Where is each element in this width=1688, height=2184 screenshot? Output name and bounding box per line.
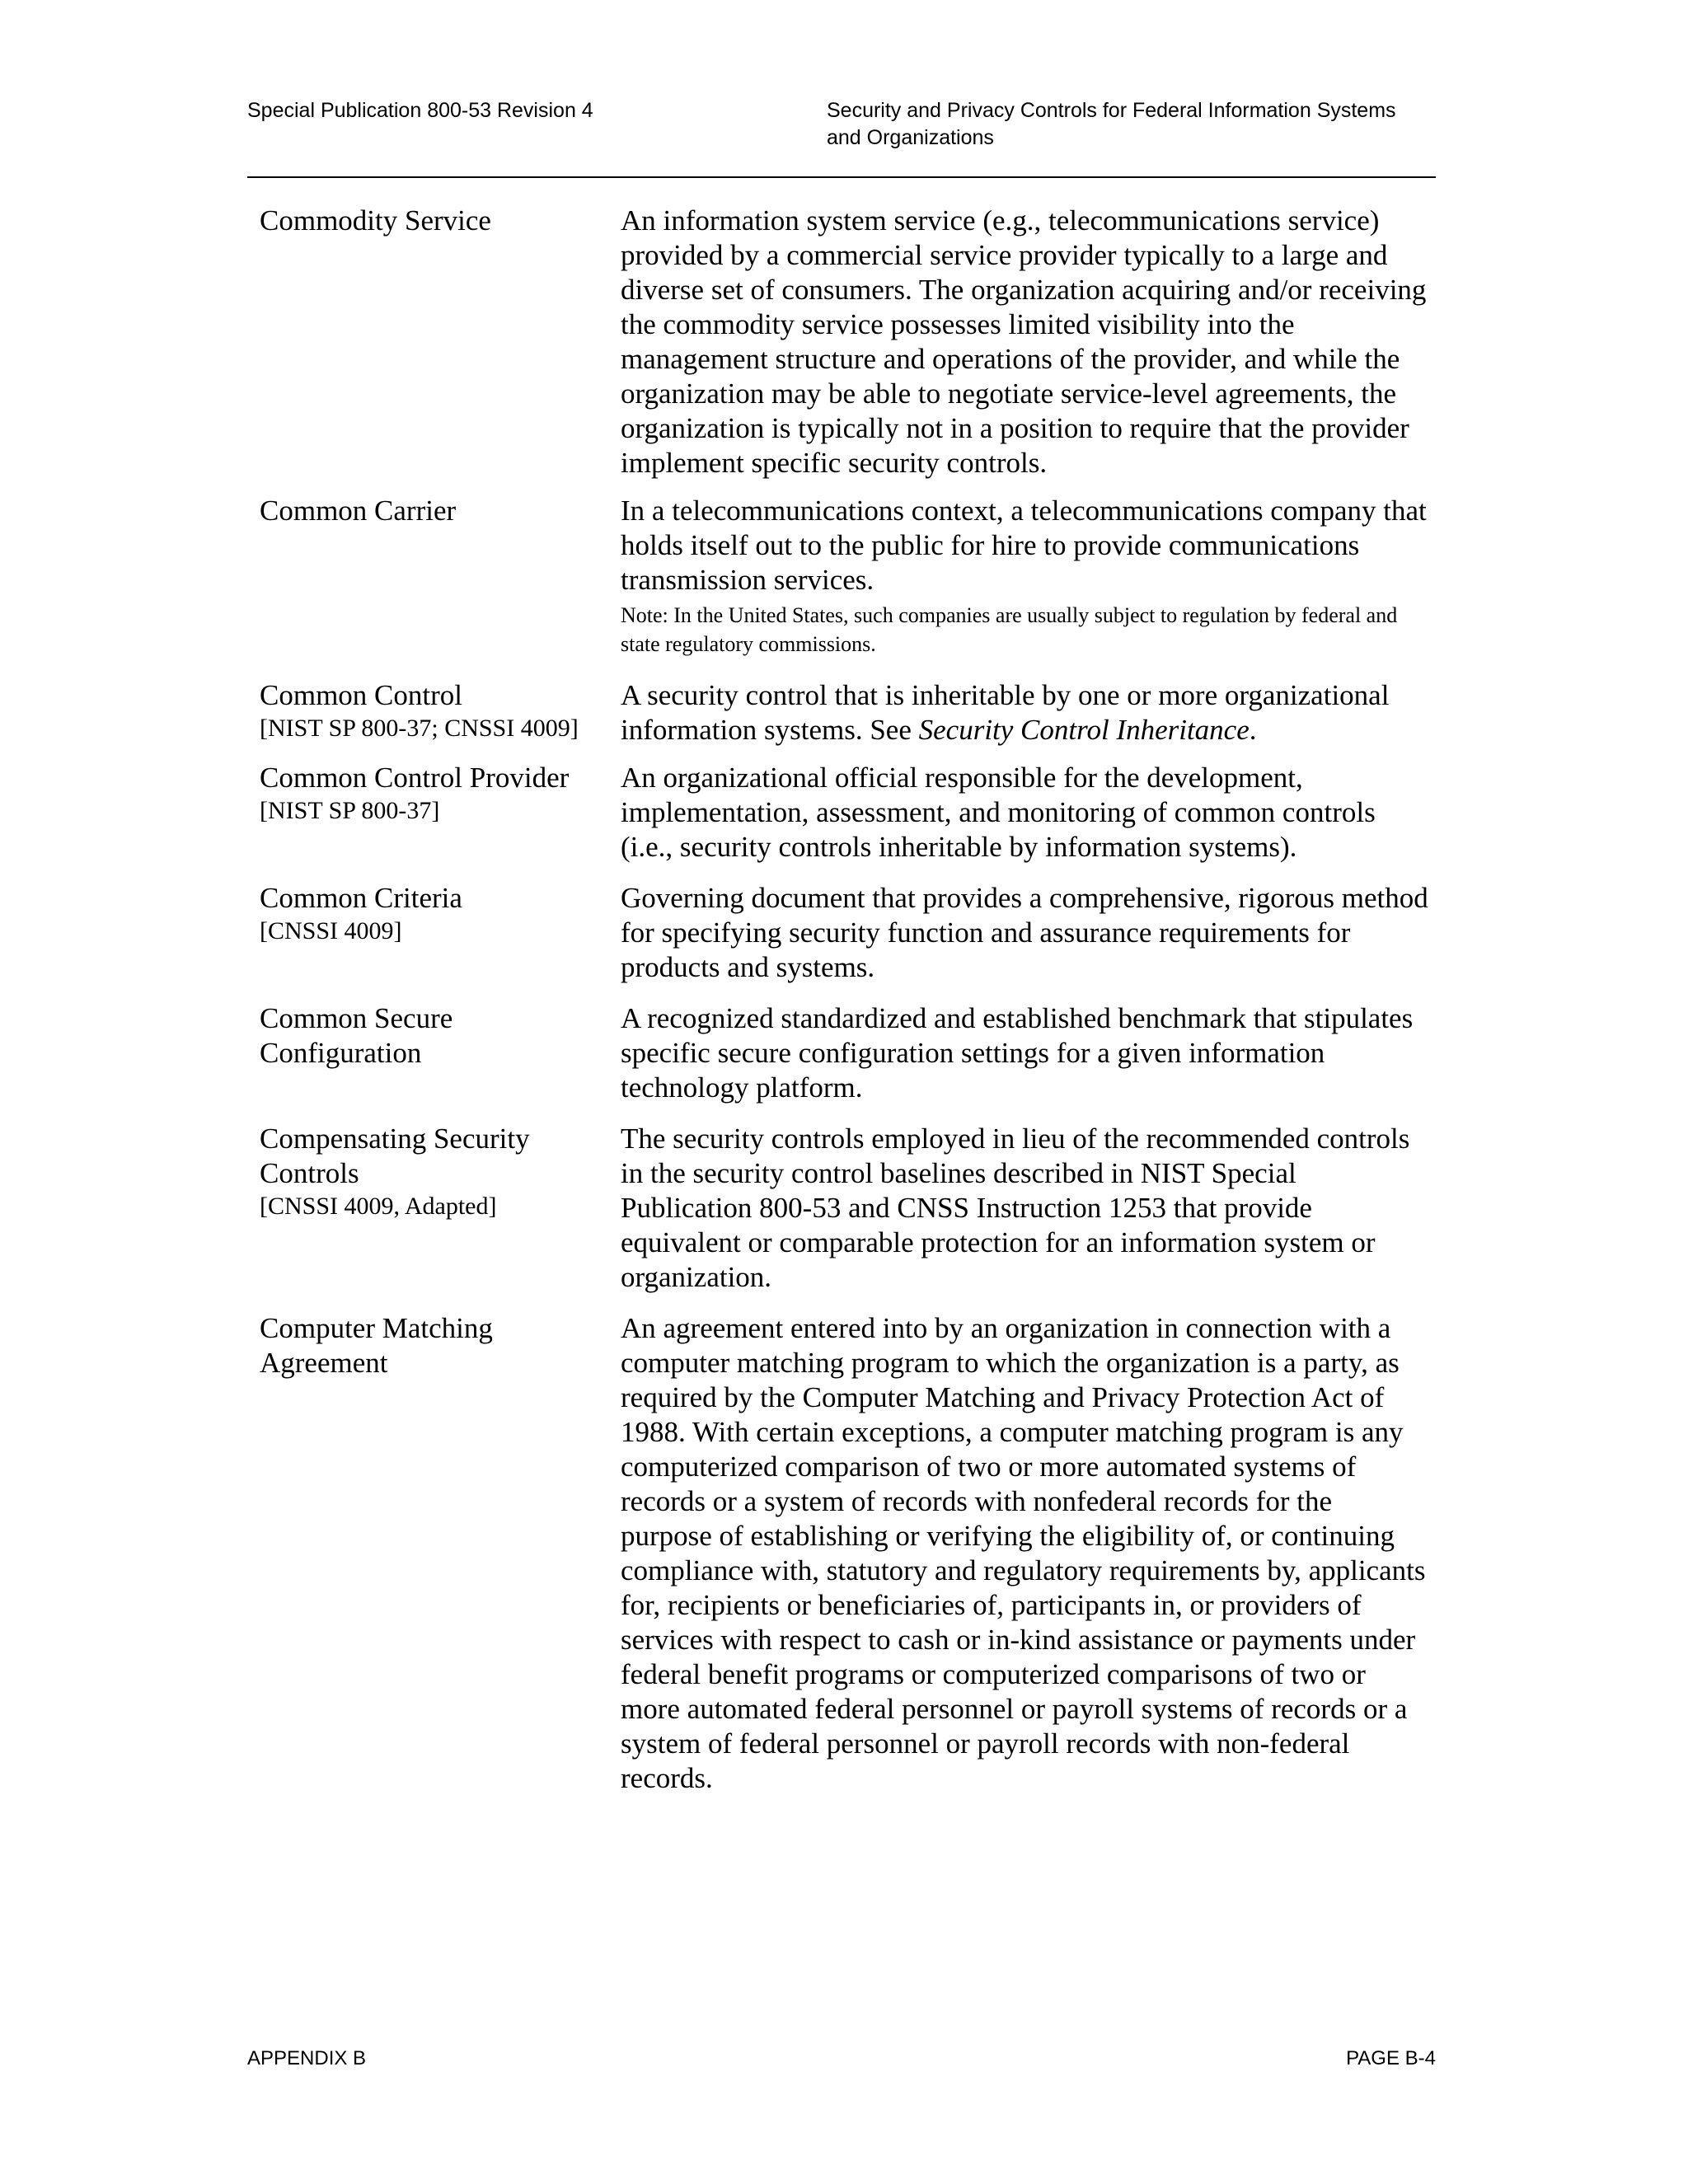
glossary-entry — [260, 678, 1430, 748]
glossary-entry — [260, 1001, 1430, 1105]
glossary-definition — [621, 1001, 1430, 1105]
glossary-definition — [621, 881, 1430, 985]
header-publication-title: Special Publication 800-53 Revision 4 — [247, 99, 593, 122]
definition-text: The security controls employed in lieu of the recommended controls in the security control baselines described in NIST Special Publication 800-53 and CNSS Instruction 1253 that provide equivalent or comparable protection for an information system or organization. — [621, 1122, 1410, 1293]
term-name: Common Control Provider — [260, 762, 570, 794]
glossary-term — [260, 1122, 621, 1295]
definition-text: Governing document that provides a comprehensive, rigorous method for specifying security function and assurance requirements for products and systems. — [621, 882, 1428, 983]
page-header — [247, 97, 1436, 178]
definition-text: A recognized standardized and established benchmark that stipulates specific secure configuration settings for a given information technology platform. — [621, 1002, 1414, 1104]
glossary-entry — [260, 204, 1430, 480]
term-name: Common Criteria — [260, 882, 462, 914]
glossary-entry — [260, 881, 1430, 985]
term-name: Commodity Service — [260, 204, 491, 237]
definition-text-main: A security control that is inheritable by one or more organizational information systems. See — [621, 679, 1390, 746]
term-name: Computer Matching Agreement — [260, 1312, 493, 1379]
term-reference: [NIST SP 800-37] — [260, 797, 440, 824]
glossary-term — [260, 678, 621, 748]
glossary-term — [260, 494, 621, 658]
glossary-term — [260, 204, 621, 480]
header-document-title — [827, 97, 1436, 152]
glossary-entry — [260, 1122, 1430, 1295]
glossary-definition — [621, 494, 1430, 658]
glossary-entry — [260, 1311, 1430, 1796]
definition-cross-reference: Security Control Inheritance — [918, 714, 1250, 746]
term-name: Common Control — [260, 679, 462, 711]
header-document-title-line-1: Security and Privacy Controls for Federal Information Systems — [827, 99, 1396, 122]
definition-text: An information system service (e.g., telecommunications service) provided by a commercial service provider typically to a large and diverse set of consumers. The organization acquiring and/or receiving the commodity service possesses limited visibility into the management structure and operations of the provider, and while the organization may be able to negotiate service-level agreements, the organization is typically not in a position to require that the provider implement specific security controls. — [621, 204, 1427, 479]
glossary-definition — [621, 761, 1430, 865]
definition-text-end: . — [1249, 714, 1257, 746]
glossary-term — [260, 881, 621, 985]
glossary-term — [260, 1311, 621, 1796]
footer-page-number: PAGE B-4 — [1346, 2047, 1436, 2069]
glossary-term — [260, 1001, 621, 1105]
glossary-definition — [621, 1122, 1430, 1295]
header-document-title-line-2: and Organizations — [827, 126, 994, 149]
glossary-entries — [260, 204, 1430, 1796]
definition-text — [621, 678, 1430, 748]
glossary-definition — [621, 204, 1430, 480]
term-reference: [CNSSI 4009, Adapted] — [260, 1193, 497, 1220]
definition-text: In a telecommunications context, a telecommunications company that holds itself out to the public for hire to provide communications transmission services. — [621, 494, 1427, 596]
definition-text: An agreement entered into by an organization in connection with a computer matching program to which the organization is a party, as required by the Computer Matching and Privacy Protection Act of 1988. With certain exceptions, a computer matching program is any computerized comparison of two or more automated systems of records or a system of records with nonfederal records for the purpose of establishing or verifying the eligibility of, or continuing compliance with, statutory and regulatory requirements by, applicants for, recipients or beneficiaries of, participants in, or providers of services with respect to cash or in-kind assistance or payments under federal benefit programs or computerized comparisons of two or more automated federal personnel or payroll systems of records or a system of federal personnel or payroll records with non-federal records. — [621, 1312, 1426, 1794]
glossary-entry — [260, 761, 1430, 865]
term-reference: [NIST SP 800-37; CNSSI 4009] — [260, 715, 579, 742]
glossary-definition — [621, 1311, 1430, 1796]
definition-text: An organizational official responsible for the development, implementation, assessment, and monitoring of common controls (i.e., security controls inheritable by information systems). — [621, 762, 1376, 863]
term-reference: [CNSSI 4009] — [260, 917, 402, 944]
term-name: Compensating Security Controls — [260, 1122, 530, 1189]
footer-appendix-label: APPENDIX B — [247, 2047, 367, 2069]
glossary-term — [260, 761, 621, 865]
definition-note: Note: In the United States, such companies are usually subject to regulation by federal and state regulatory commissions. — [621, 603, 1398, 656]
glossary-definition — [621, 678, 1430, 748]
term-name: Common Carrier — [260, 494, 457, 527]
glossary-entry — [260, 494, 1430, 658]
term-name: Common Secure Configuration — [260, 1002, 453, 1069]
